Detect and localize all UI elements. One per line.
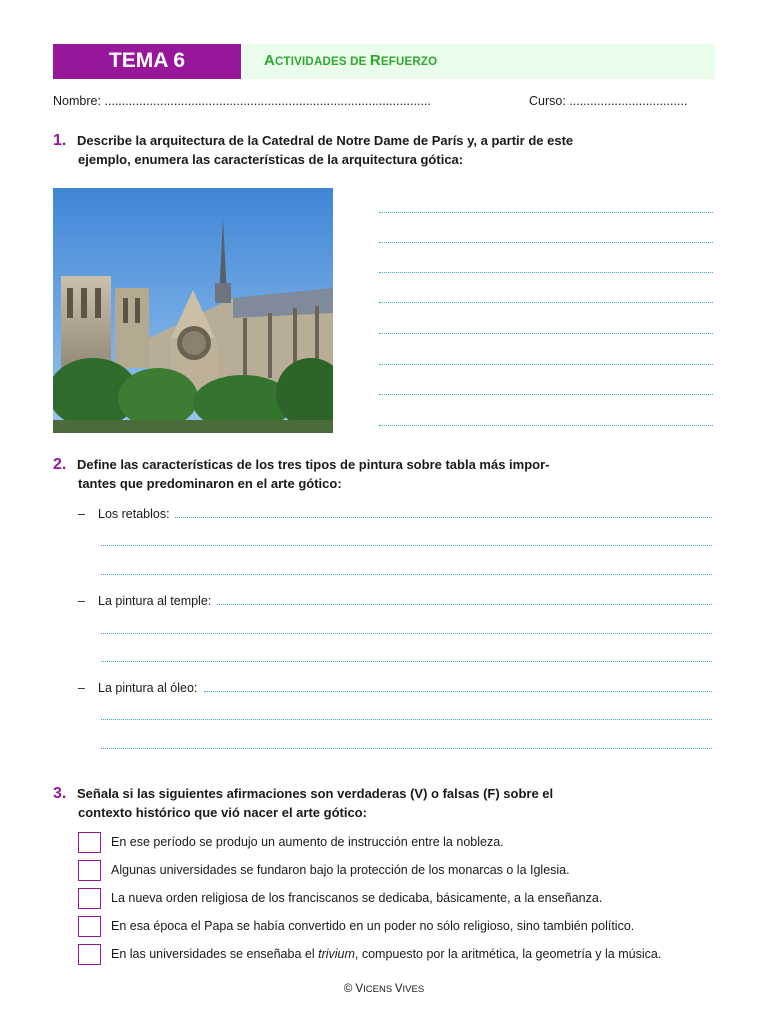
answer-line[interactable]: [379, 333, 713, 334]
sub-item-oleo: – La pintura al óleo:: [78, 681, 198, 695]
answer-line[interactable]: [379, 394, 713, 395]
answer-line[interactable]: [379, 272, 713, 273]
question-text-cont: ejemplo, enumera las características de la arquitectura gótica:: [78, 152, 464, 167]
answer-line[interactable]: [379, 302, 713, 303]
answer-line[interactable]: [379, 425, 713, 426]
question-text: Describe la arquitectura de la Catedral de Notre Dame de París y, a partir de este: [77, 133, 574, 148]
statement-text: En esa época el Papa se había convertido en un poder no sólo religioso, sino también político.: [111, 919, 635, 933]
true-false-checkbox[interactable]: [78, 916, 101, 937]
answer-line[interactable]: [101, 633, 712, 634]
question-1: [53, 131, 573, 169]
copyright-footer: © VICENS VIVES: [343, 983, 425, 995]
sub-item-retablos: – Los retablos:: [78, 507, 170, 521]
sub-item-temple: – La pintura al temple:: [78, 594, 212, 608]
answer-line[interactable]: [101, 574, 712, 575]
statement-text: En ese período se produjo un aumento de instrucción entre la nobleza.: [111, 835, 504, 849]
answer-line[interactable]: [204, 691, 712, 692]
question-number: 2.: [53, 456, 67, 473]
question-number: 3.: [53, 785, 67, 802]
answer-line[interactable]: [217, 604, 712, 605]
answer-line[interactable]: [379, 212, 713, 213]
question-number: 1.: [53, 132, 67, 149]
cathedral-photo: [53, 188, 333, 433]
answer-line[interactable]: [379, 364, 713, 365]
answer-line[interactable]: [101, 719, 712, 720]
emphasis-term: trivium: [318, 947, 355, 961]
statement-text: En las universidades se enseñaba el trivium, compuesto por la aritmética, la geometría y la música.: [111, 947, 662, 961]
question-text: Señala si las siguientes afirmaciones son verdaderas (V) o falsas (F) sobre el: [77, 786, 554, 801]
question-text-cont: contexto histórico que vió nacer el arte gótico:: [78, 805, 367, 820]
answer-line[interactable]: [101, 661, 712, 662]
question-text-cont: tantes que predominaron en el arte gótico:: [78, 476, 342, 491]
question-text: Define las características de los tres tipos de pintura sobre tabla más impor-: [77, 457, 550, 472]
answer-line[interactable]: [379, 242, 713, 243]
true-false-checkbox[interactable]: [78, 888, 101, 909]
true-false-checkbox[interactable]: [78, 832, 101, 853]
tema-label: TEMA 6: [53, 44, 241, 79]
question-2: [53, 455, 550, 493]
name-field[interactable]: Nombre: ..............................................................................................: [53, 94, 431, 108]
page-subtitle: ACTIVIDADES DE REFUERZO: [264, 52, 438, 69]
course-field[interactable]: Curso: ..................................: [529, 94, 688, 108]
answer-line[interactable]: [101, 545, 712, 546]
question-3: [53, 784, 553, 822]
statement-text: La nueva orden religiosa de los franciscanos se dedicaba, básicamente, a la enseñanza.: [111, 891, 603, 905]
answer-line[interactable]: [101, 748, 712, 749]
statement-text: Algunas universidades se fundaron bajo la protección de los monarcas o la Iglesia.: [111, 863, 570, 877]
true-false-checkbox[interactable]: [78, 944, 101, 965]
true-false-checkbox[interactable]: [78, 860, 101, 881]
answer-line[interactable]: [175, 517, 712, 518]
